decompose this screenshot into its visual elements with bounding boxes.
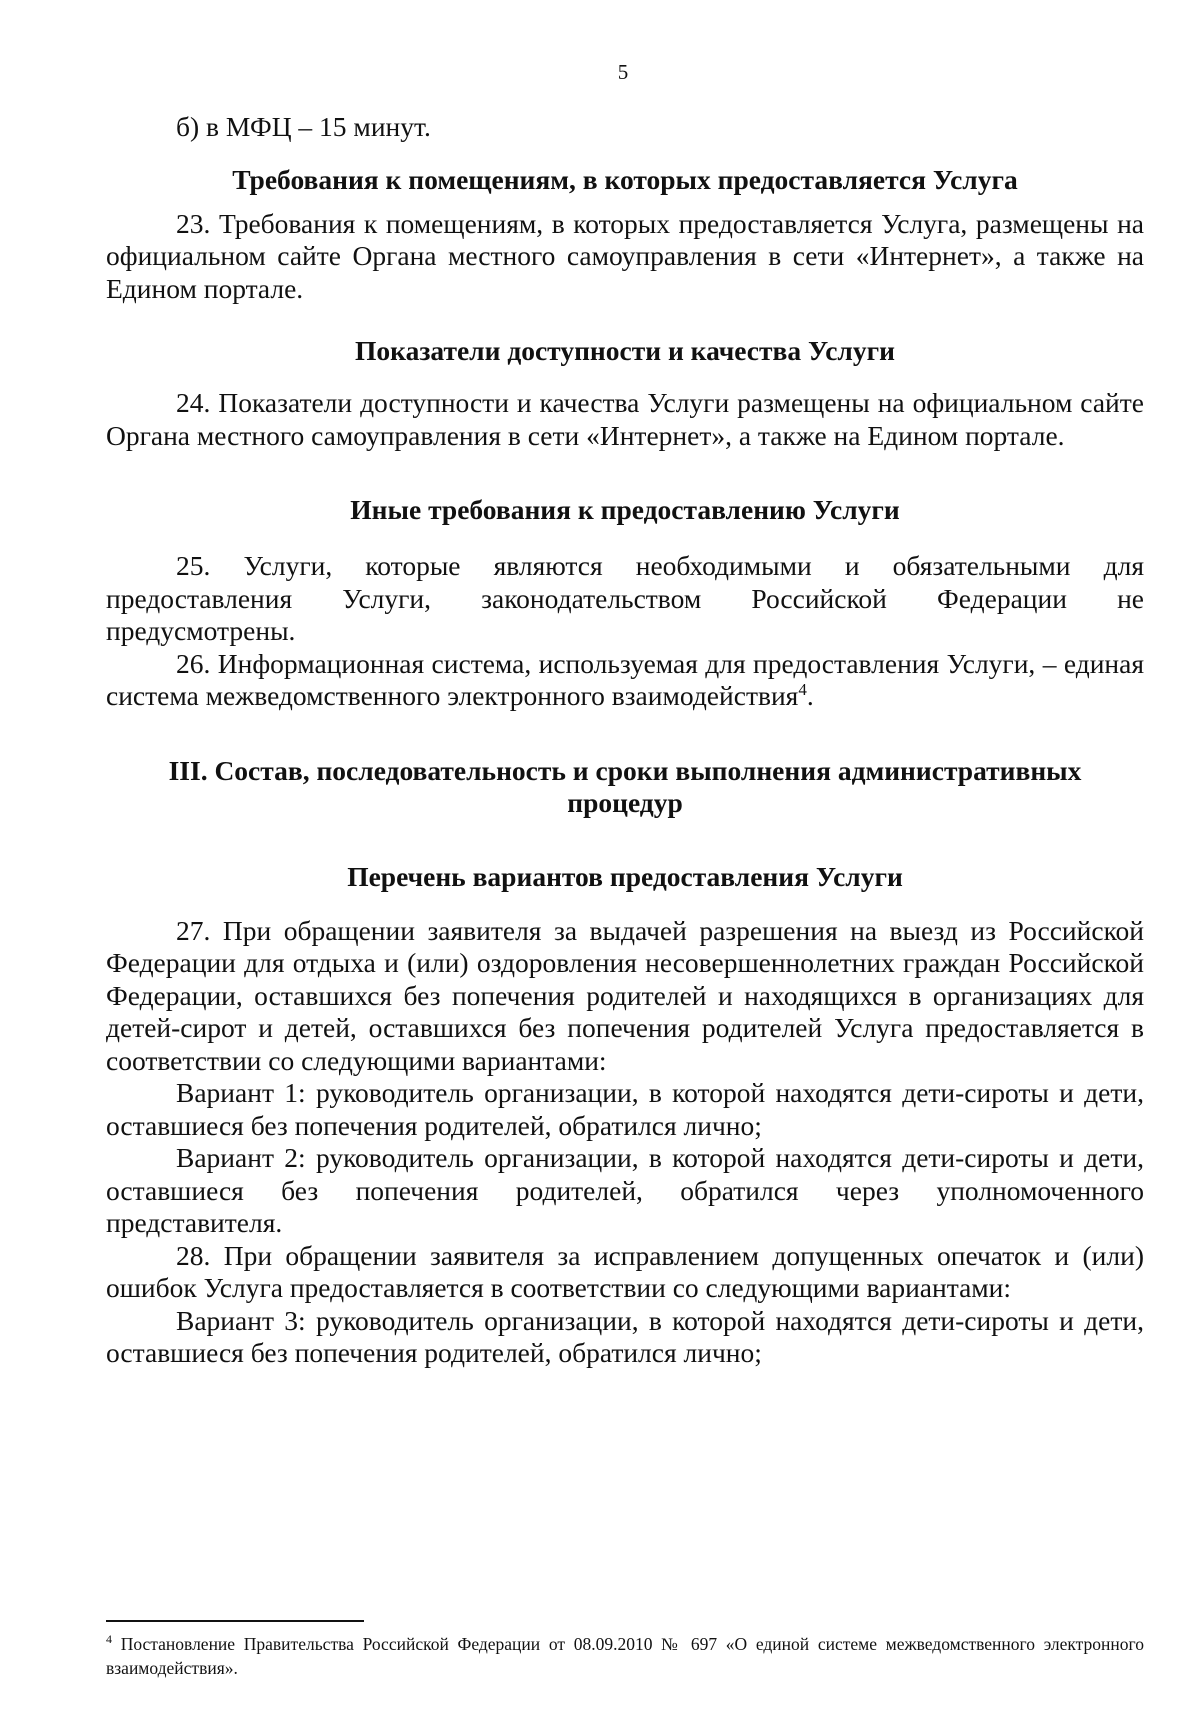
heading-other-requirements: Иные требования к предоставлению Услуги (350, 494, 900, 525)
page-number: 5 (617, 60, 629, 84)
document-body (106, 111, 1144, 1370)
paragraph-26-text: 26. Информационная система, используемая для предоставления Услуги, – единая система межведомственного электронного взаимодействия (106, 647, 1144, 711)
paragraph-24: 24. Показатели доступности и качества Услуги размещены на официальном сайте Органа местного самоуправления в сети «Интернет», а также на Едином портале. (106, 387, 1144, 451)
heading-section-3-line-2: процедур (567, 786, 683, 818)
variant-2: Вариант 2: руководитель организации, в которой находятся дети-сироты и дети, оставшиеся без попечения родителей, обратился через уполномоченного представителя. (106, 1142, 1144, 1238)
footnote-4 (106, 1632, 1144, 1680)
paragraph-27: 27. При обращении заявителя за выдачей разрешения на выезд из Российской Федерации для отдыха и (или) оздоровления несовершеннолетних граждан Российской Федерации, оставшихся без попечения родителей и находящихся в организациях для детей-сирот и детей, оставшихся без попечения родителей Услуга предоставляется в соответствии со следующими вариантами: (106, 914, 1144, 1076)
paragraph-23: 23. Требования к помещениям, в которых предоставляется Услуга, размещены на официальном сайте Органа местного самоуправления в сети «Интернет», а также на Едином портале. (106, 207, 1144, 304)
heading-section-3 (106, 755, 1144, 819)
paragraph-25 (106, 550, 1144, 648)
paragraph-25-line-2: предоставления Услуги, законодательством Российской Федерации не (106, 582, 1144, 614)
paragraph-26 (106, 648, 1144, 713)
paragraph-28: 28. При обращении заявителя за исправлением допущенных опечаток и (или) ошибок Услуга предоставляется в соответствии со следующими вариантами: (106, 1239, 1144, 1303)
heading-indicators: Показатели доступности и качества Услуги (355, 335, 895, 366)
variant-1: Вариант 1: руководитель организации, в которой находятся дети-сироты и дети, оставшиеся без попечения родителей, обратился лично; (106, 1077, 1144, 1141)
footnote-ref-4: 4 (798, 679, 807, 699)
paragraph-25-line-1: 25. Услуги, которые являются необходимыми и обязательными для (176, 550, 1144, 581)
heading-section-3-line-1: III. Состав, последовательность и сроки выполнения административных (168, 754, 1082, 786)
footnote-text: Постановление Правительства Российской Федерации от 08.09.2010 № 697 «О единой системе межведомственного электронного взаимодействия». (106, 1634, 1145, 1678)
heading-premises: Требования к помещениям, в которых предоставляется Услуга (232, 163, 1018, 195)
paragraph-b: б) в МФЦ – 15 минут. (176, 111, 431, 142)
footnote-mark: 4 (106, 1632, 112, 1647)
variant-3: Вариант 3: руководитель организации, в которой находятся дети-сироты и дети, оставшиеся без попечения родителей, обратился лично; (106, 1304, 1144, 1368)
footnote-divider (106, 1620, 364, 1622)
heading-variants: Перечень вариантов предоставления Услуги (347, 860, 903, 892)
paragraph-26-end: . (806, 680, 814, 711)
paragraph-25-line-3: предусмотрены. (106, 615, 296, 646)
